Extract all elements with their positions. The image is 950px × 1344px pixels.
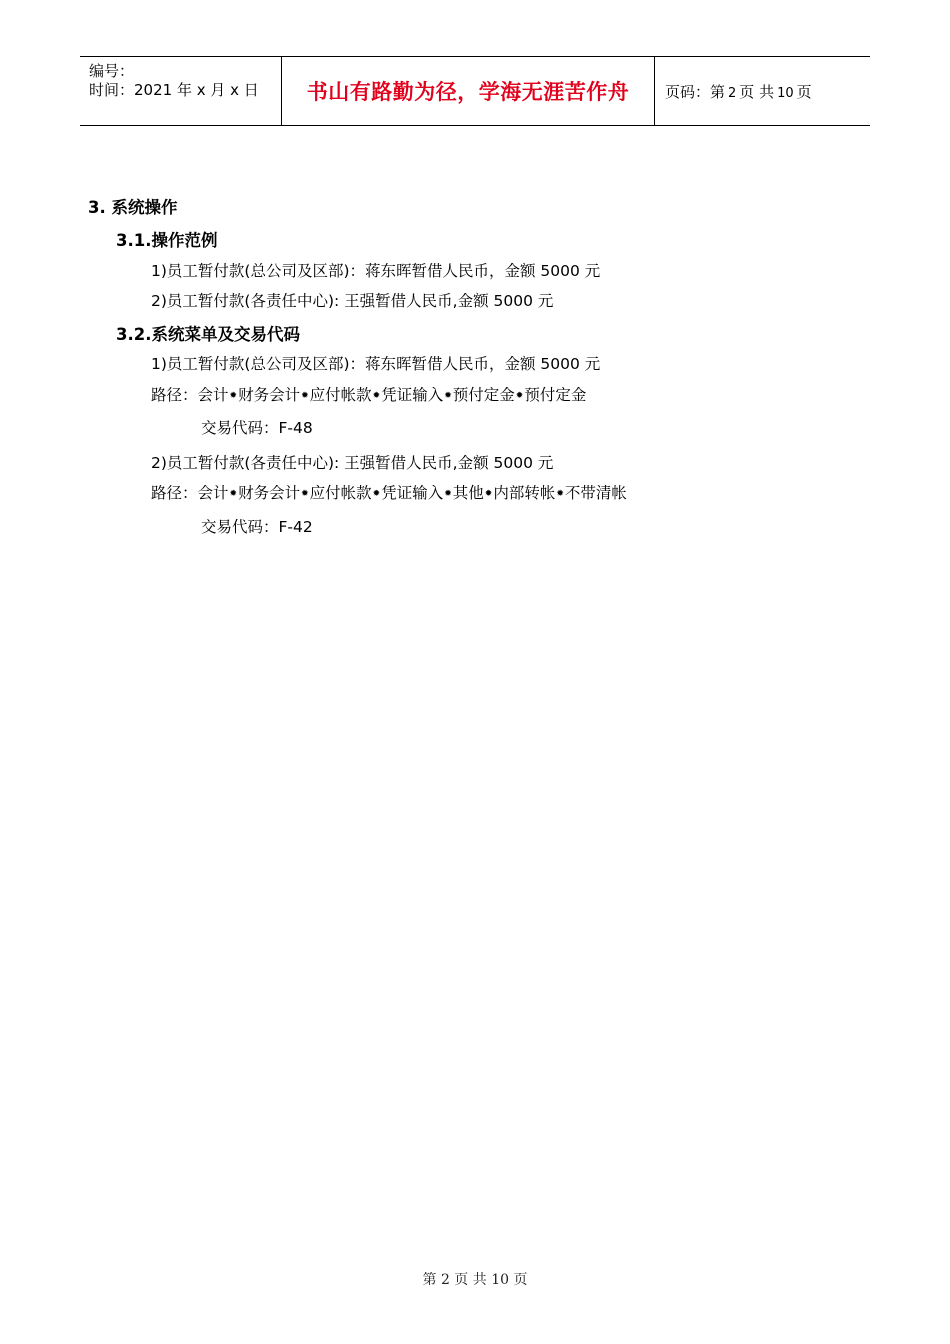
path-separator-icon: ✹ [301,391,309,401]
document-number-label: 编号： [89,62,135,80]
path-separator-icon: ✹ [301,489,309,499]
header-page-info [665,81,812,102]
path-step: 会计 [197,484,229,502]
section-3-2-heading: 3.2.系统菜单及交易代码 [116,325,300,344]
header-motto-cell [282,57,655,125]
path-step: 应付帐款 [309,484,372,502]
path-step: 预付定金 [524,386,587,404]
path-separator-icon: ✹ [484,489,493,499]
page-prefix: 页码：第 [665,82,726,101]
path-label: 路径： [151,386,198,404]
example-item-1: 1)员工暂付款(总公司及区部)：蒋东晖暂借人民币，金额 5000 元 [151,262,601,280]
path-steps [198,484,627,502]
document-header [80,56,870,126]
header-meta-cell [80,57,282,125]
page-current: 2 [728,85,737,101]
transaction-code-2: 交易代码：F-42 [201,518,313,536]
transaction-code-1: 交易代码：F-48 [201,419,313,437]
header-motto: 书山有路勤为径，学海无涯苦作舟 [306,80,630,104]
path-step: 预付定金 [452,386,515,404]
path-step: 财务会计 [238,386,301,404]
path-label: 路径： [151,484,198,502]
section-3-heading: 3. 系统操作 [88,198,178,217]
path-separator-icon: ✹ [556,489,564,499]
path-step: 其他 [452,484,484,502]
path-steps [198,386,587,404]
page-footer: 第 2 页 共 10 页 [422,1272,528,1288]
page-suffix: 页 [796,82,812,101]
menu-path-2 [151,481,627,503]
path-separator-icon: ✹ [444,489,452,499]
header-page-cell [655,57,870,125]
path-separator-icon: ✹ [515,391,524,401]
path-step: 财务会计 [238,484,301,502]
page-mid: 页 共 [739,82,775,101]
example-item-2: 2)员工暂付款(各责任中心): 王强暂借人民币,金额 5000 元 [151,292,554,310]
path-separator-icon: ✹ [229,391,238,401]
path-step: 凭证输入 [381,484,444,502]
section-3-1-heading: 3.1.操作范例 [116,231,218,250]
document-time-label: 时间：2021 年 x 月 x 日 [89,81,259,99]
path-separator-icon: ✹ [372,489,381,499]
path-step: 不带清帐 [564,484,627,502]
path-step: 会计 [197,386,229,404]
path-step: 应付帐款 [309,386,372,404]
path-separator-icon: ✹ [372,391,381,401]
menu-item-2: 2)员工暂付款(各责任中心): 王强暂借人民币,金额 5000 元 [151,454,554,472]
path-step: 内部转帐 [493,484,556,502]
path-step: 凭证输入 [381,386,444,404]
page-total: 10 [777,85,794,101]
menu-item-1: 1)员工暂付款(总公司及区部)：蒋东晖暂借人民币，金额 5000 元 [151,355,601,373]
path-separator-icon: ✹ [444,391,452,401]
menu-path-1 [151,383,586,405]
path-separator-icon: ✹ [229,489,238,499]
